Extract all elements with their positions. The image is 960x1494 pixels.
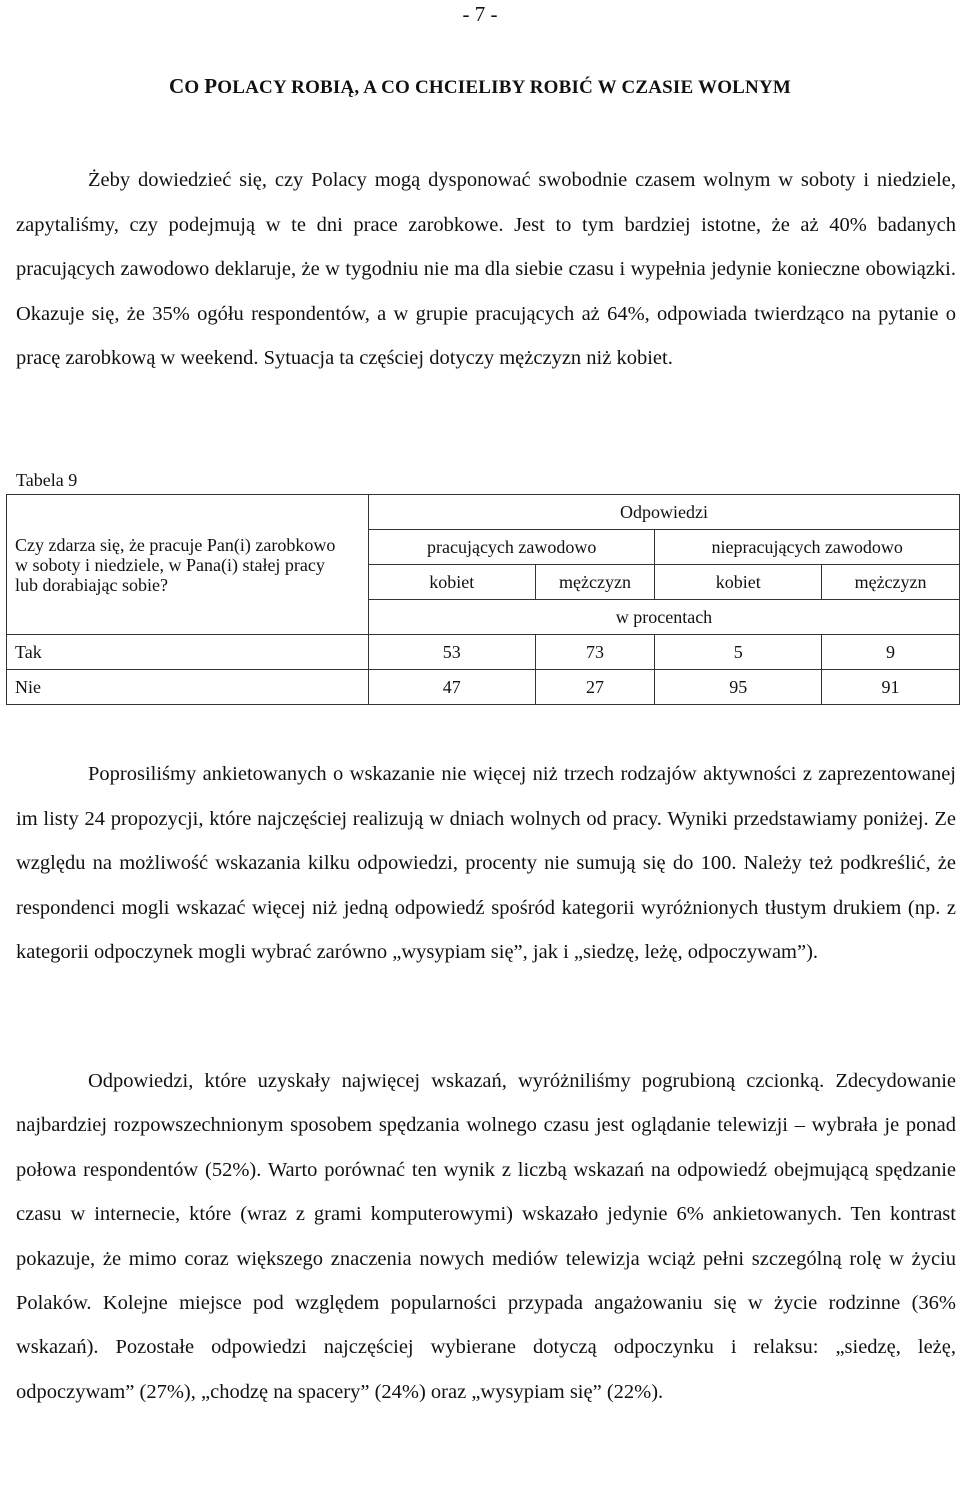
title-part-1: O (184, 77, 205, 98)
paragraph-intro-text: Żeby dowiedzieć się, czy Polacy mogą dysponować swobodnie czasem wolnym w soboty i niedziele, zapytaliśmy, czy podejmują w te dni prace zarobkowe. Jest to tym bardziej istotne, że aż 40% badanych pracujących zawodowo deklaruje, że w tygodniu nie ma dla siebie czasu i wypełnia jedynie konieczne obowiązki. Okazuje się, że 35% ogółu respondentów, a w grupie pracujących aż 64%, odpowiada twierdząco na pytanie o pracę zarobkową w weekend. Sytuacja ta częściej dotyczy mężczyzn niż kobiet. (16, 169, 956, 369)
paragraph-method (16, 752, 956, 975)
row-label: Tak (7, 635, 369, 670)
paragraph-method-text: Poprosiliśmy ankietowanych o wskazanie nie więcej niż trzech rodzajów aktywności z zaprezentowanej im listy 24 propozycji, które najczęściej realizują w dniach wolnych od pracy. Wyniki przedstawiamy poniżej. Ze względu na możliwość wskazania kilku odpowiedzi, procenty nie sumują się do 100. Należy też podkreślić, że respondenci mogli wskazać więcej niż jedną odpowiedź spośród kategorii wyróżnionych tłustym drukiem (np. z kategorii odpoczynek mogli wybrać zarówno „wysypiam się”, jak i „siedzę, leżę, odpoczywam”). (16, 763, 956, 963)
paragraph-results (16, 1059, 956, 1414)
question-cell (7, 495, 369, 635)
table-cell: 91 (822, 670, 960, 705)
table-caption: Tabela 9 (16, 470, 78, 490)
table-cell: 53 (368, 635, 535, 670)
title-part-2: OLACY ROBIĄ, A CO CHCIELIBY ROBIĆ W CZASIE WOLNYM (217, 77, 792, 98)
header-group-not-working: niepracujących zawodowo (655, 530, 960, 565)
header-sub: mężczyzn (535, 565, 655, 600)
title-initial-c: C (168, 74, 185, 98)
paragraph-intro (16, 158, 956, 381)
header-group-working: pracujących zawodowo (368, 530, 655, 565)
table-cell: 73 (535, 635, 655, 670)
table-cell: 47 (368, 670, 535, 705)
question-text: Czy zdarza się, że pracuje Pan(i) zarobkowo w soboty i niedziele, w Pana(i) stałej pracy lub dorabiając sobie? (15, 534, 336, 595)
row-label: Nie (7, 670, 369, 705)
paragraph-results-text: Odpowiedzi, które uzyskały najwięcej wskazań, wyróżniliśmy pogrubioną czcionką. Zdecydowanie najbardziej rozpowszechnionym sposobem spędzania wolnego czasu jest oglądanie telewizji – wybrała je ponad połowa respondentów (52%). Warto porównać ten wynik z liczbą wskazań na odpowiedź obejmującą spędzanie czasu w internecie, które (wraz z grami komputerowymi) wskazało jedynie 6% ankietowanych. Ten kontrast pokazuje, że mimo coraz większego znaczenia nowych mediów telewizja wciąż pełni szczególną rolę w życiu Polaków. Kolejne miejsce pod względem popularności przypada angażowaniu się w życie rodzinne (36% wskazań). Pozostałe odpowiedzi najczęściej wybierane dotyczą odpoczynku i relaksu: „siedzę, leżę, odpoczywam” (27%), „chodzę na spacery” (24%) oraz „wysypiam się” (22%). (16, 1070, 956, 1403)
title-initial-p: P (204, 74, 218, 98)
header-sub: mężczyzn (822, 565, 960, 600)
table-cell: 5 (655, 635, 822, 670)
section-title (0, 74, 960, 99)
header-answers: Odpowiedzi (368, 495, 959, 530)
table-row (7, 670, 960, 705)
table-cell: 27 (535, 670, 655, 705)
table-cell: 95 (655, 670, 822, 705)
table-header-row (7, 495, 960, 530)
header-sub: kobiet (368, 565, 535, 600)
header-unit: w procentach (368, 600, 959, 635)
page-number: - 7 - (462, 2, 498, 26)
table-row (7, 635, 960, 670)
table-cell: 9 (822, 635, 960, 670)
header-sub: kobiet (655, 565, 822, 600)
survey-table (6, 494, 960, 705)
